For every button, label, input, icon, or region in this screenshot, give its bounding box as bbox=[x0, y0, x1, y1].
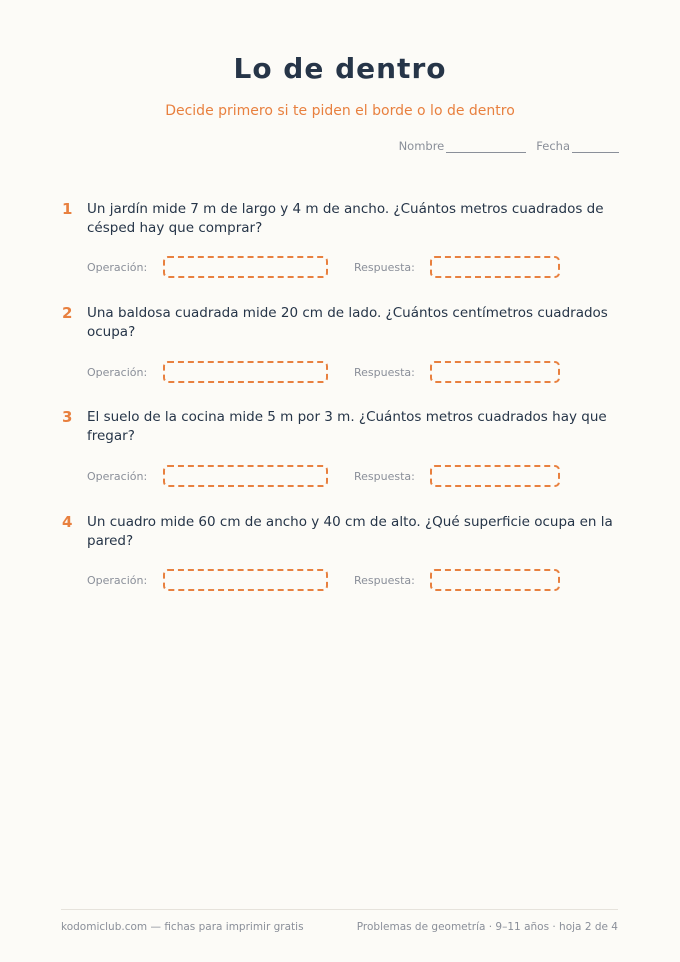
problem-text: Un cuadro mide 60 cm de ancho y 40 cm de alto. ¿Qué superficie ocupa en la pared? bbox=[87, 514, 613, 549]
operation-box[interactable] bbox=[163, 256, 328, 278]
operation-box[interactable] bbox=[163, 465, 328, 487]
problem-number: 3 bbox=[62, 408, 73, 426]
page-subtitle: Decide primero si te piden el borde o lo de dentro bbox=[165, 103, 515, 119]
answer-row bbox=[87, 465, 560, 487]
answer-label: Respuesta: bbox=[354, 260, 415, 274]
answer-label: Respuesta: bbox=[354, 469, 415, 483]
operation-label: Operación: bbox=[87, 365, 148, 379]
problem-4 bbox=[62, 513, 622, 587]
answer-row bbox=[87, 569, 560, 591]
footer-divider bbox=[61, 909, 618, 910]
answer-box[interactable] bbox=[430, 569, 560, 591]
answer-box[interactable] bbox=[430, 256, 560, 278]
answer-row bbox=[87, 361, 560, 383]
date-label: Fecha bbox=[536, 139, 570, 153]
answer-row bbox=[87, 256, 560, 278]
operation-label: Operación: bbox=[87, 260, 148, 274]
operation-label: Operación: bbox=[87, 573, 148, 587]
answer-box[interactable] bbox=[430, 465, 560, 487]
operation-label: Operación: bbox=[87, 469, 148, 483]
footer-sheet-info: Problemas de geometría · 9–11 años · hoja 2 de 4 bbox=[356, 921, 618, 933]
name-label: Nombre bbox=[398, 139, 445, 153]
problem-number: 2 bbox=[62, 304, 73, 322]
problem-number: 1 bbox=[62, 200, 73, 218]
problem-3 bbox=[62, 408, 622, 483]
problem-text: Una baldosa cuadrada mide 20 cm de lado. ¿Cuántos centímetros cuadrados ocupa? bbox=[87, 305, 608, 340]
problem-text: Un jardín mide 7 m de largo y 4 m de ancho. ¿Cuántos metros cuadrados de césped hay que comprar? bbox=[87, 201, 604, 236]
answer-box[interactable] bbox=[430, 361, 560, 383]
answer-label: Respuesta: bbox=[354, 365, 415, 379]
problem-text: El suelo de la cocina mide 5 m por 3 m. ¿Cuántos metros cuadrados hay que fregar? bbox=[87, 409, 607, 444]
problem-number: 4 bbox=[62, 513, 73, 531]
footer-site-text: kodomiclub.com — fichas para imprimir gratis bbox=[61, 921, 304, 933]
name-blank-line[interactable] bbox=[446, 140, 526, 153]
operation-box[interactable] bbox=[163, 569, 328, 591]
name-date-fields bbox=[399, 139, 619, 153]
page-title: Lo de dentro bbox=[233, 52, 447, 85]
problem-1 bbox=[62, 200, 622, 274]
answer-label: Respuesta: bbox=[354, 573, 415, 587]
date-blank-line[interactable] bbox=[572, 140, 619, 153]
problem-2 bbox=[62, 304, 622, 379]
operation-box[interactable] bbox=[163, 361, 328, 383]
